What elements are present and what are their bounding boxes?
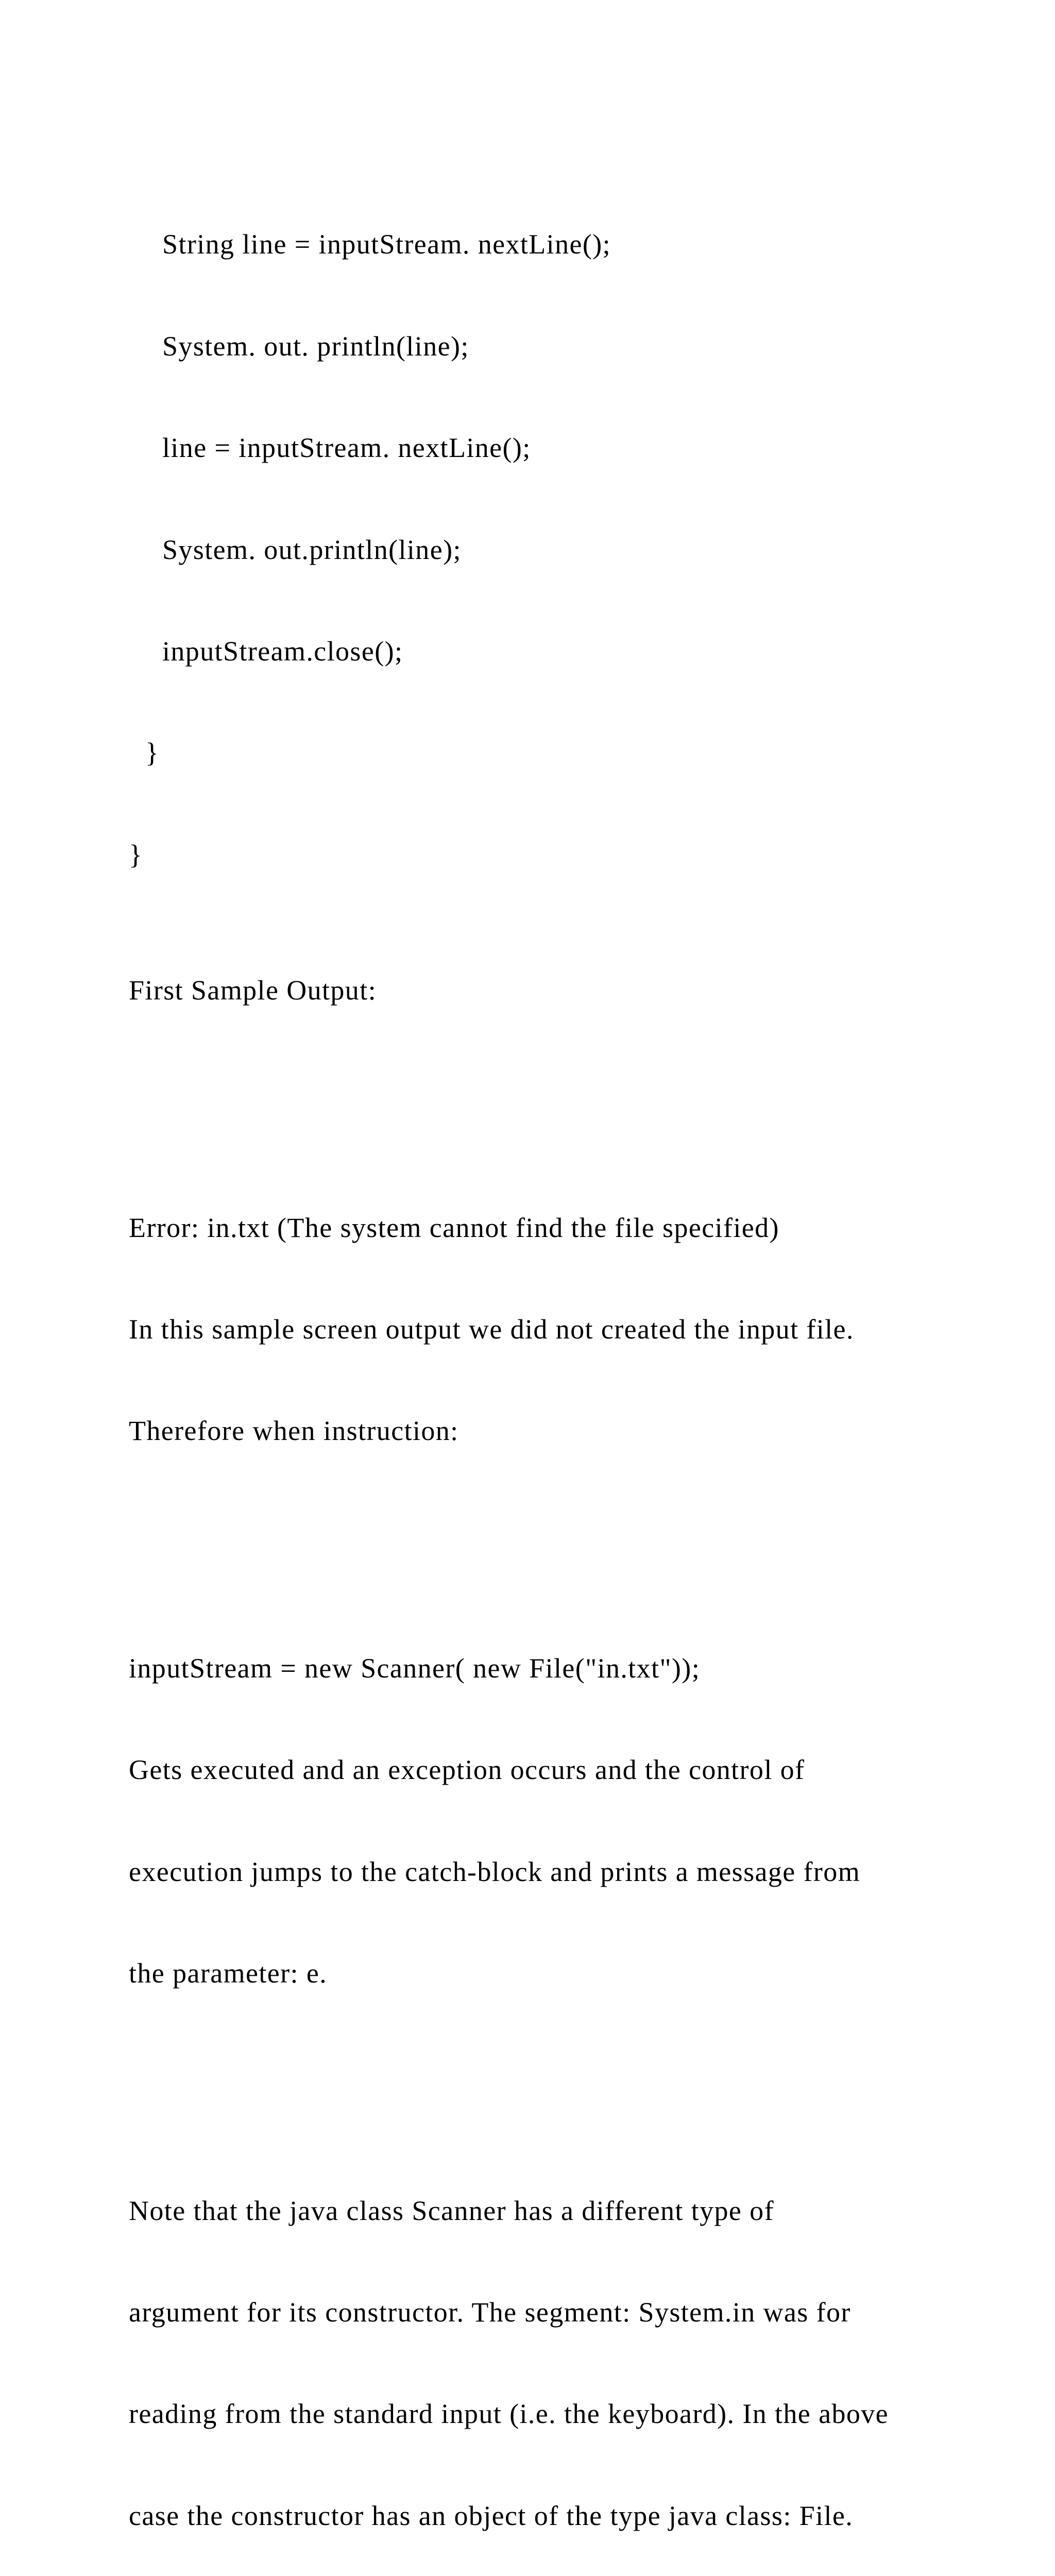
paragraph-line: reading from the standard input (i.e. the keyboard). In the above [129, 2398, 889, 2430]
paragraph-line: Gets executed and an exception occurs and the control of [129, 1754, 805, 1786]
code-closing-brace: } [129, 839, 143, 870]
paragraph-line: execution jumps to the catch-block and prints a message from [129, 1856, 861, 1887]
first-sample-heading: First Sample Output: [129, 974, 377, 1006]
blank-line [129, 1516, 994, 1550]
blank-line [129, 2058, 994, 2092]
code-line: System. out.println(line); [162, 534, 462, 565]
code-line: line = inputStream. nextLine(); [162, 432, 531, 464]
error-output-line: Error: in.txt (The system cannot find the file specified) [129, 1212, 779, 1243]
code-line: inputStream.close(); [162, 635, 403, 667]
paragraph-line: In this sample screen output we did not created the input file. [129, 1313, 854, 1345]
code-line: System. out. println(line); [162, 330, 469, 362]
code-line: String line = inputStream. nextLine(); [162, 229, 611, 260]
paragraph-line: Therefore when instruction: [129, 1415, 459, 1447]
document-body [129, 126, 994, 2576]
paragraph-line: argument for its constructor. The segment: System.in was for [129, 2297, 851, 2328]
instruction-line: inputStream = new Scanner( new File("in.txt")); [129, 1652, 701, 1684]
blank-line [129, 1075, 994, 1109]
paragraph-line: Note that the java class Scanner has a different type of [129, 2195, 774, 2226]
code-closing-brace: } [145, 737, 160, 769]
paragraph-line: the parameter: e. [129, 1958, 328, 1989]
paragraph-line: case the constructor has an object of the type java class: File. [129, 2500, 854, 2531]
